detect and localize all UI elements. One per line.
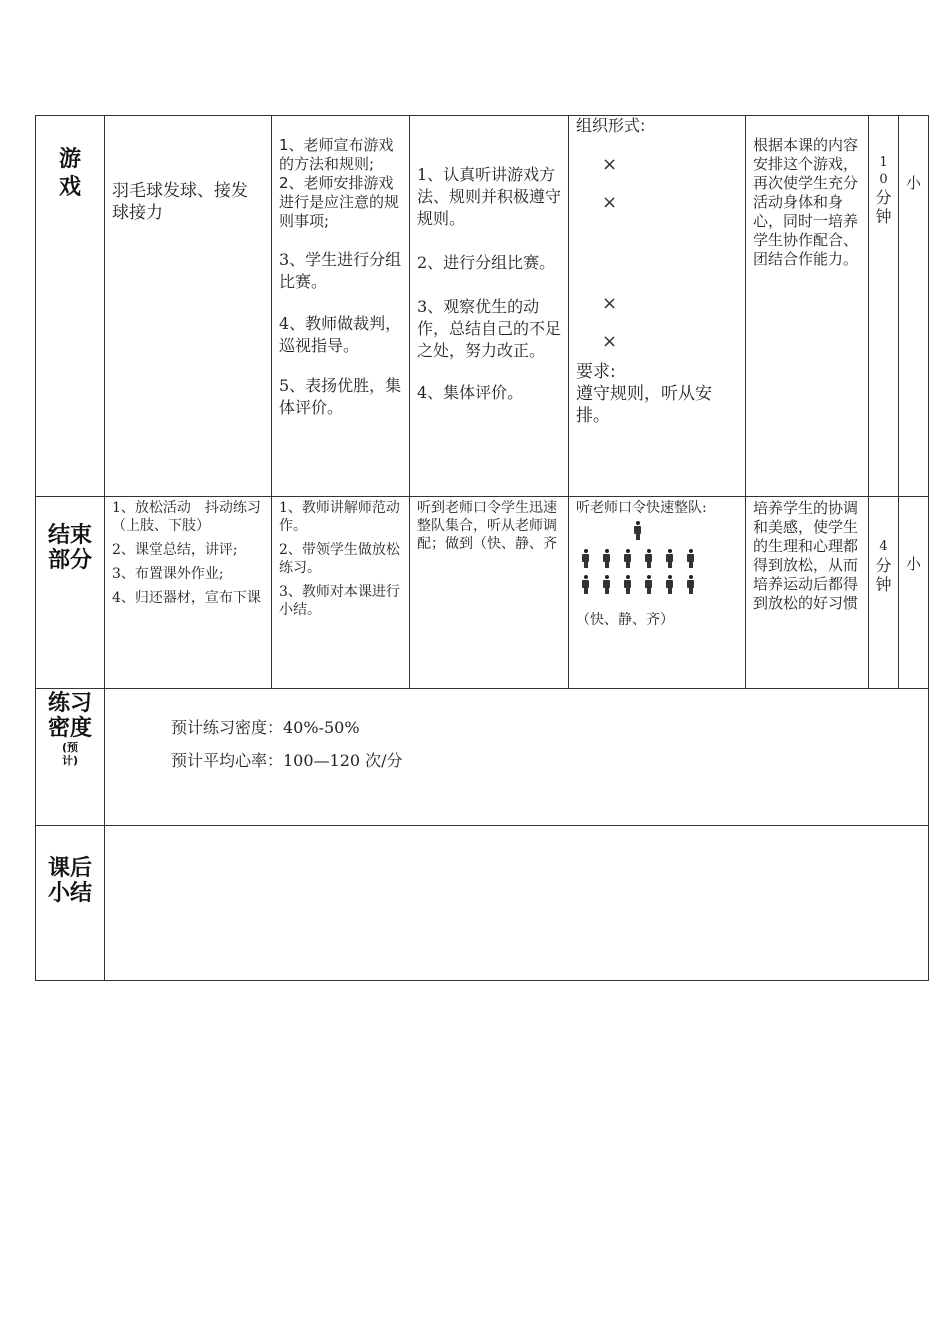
end-content-item: 2、课堂总结，讲评; bbox=[112, 542, 238, 558]
end-row bbox=[36, 497, 929, 689]
end-intensity: 小 bbox=[905, 555, 921, 573]
game-purpose: 根据本课的内容安排这个游戏，再次使学生充分活动身体和身心，同时一培养学生协作配合、团结合作能力。 bbox=[753, 136, 859, 268]
student-figure bbox=[687, 575, 694, 595]
student-figure bbox=[624, 575, 631, 595]
end-teacher-item: 2、带领学生做放松练习。 bbox=[279, 542, 400, 576]
summary-section-title: 小结 bbox=[47, 881, 92, 906]
game-content: 羽毛球发球、接发球接力 bbox=[112, 181, 248, 223]
density-line: 预计平均心率：100—120 次/分 bbox=[171, 751, 403, 770]
end-org-text: 听老师口令快速整队: bbox=[576, 500, 707, 516]
end-purpose-cell bbox=[746, 497, 869, 689]
student-figure bbox=[603, 549, 610, 569]
game-time-cell bbox=[869, 116, 899, 497]
game-org-cell bbox=[569, 116, 746, 497]
end-teacher-cell bbox=[272, 497, 410, 689]
summary-section-title: 课后 bbox=[47, 856, 92, 881]
game-req-text: 遵守规则，听从安排。 bbox=[576, 384, 712, 426]
student-figure bbox=[645, 549, 652, 569]
summary-content-cell bbox=[105, 826, 929, 981]
end-org-note: （快、静、齐） bbox=[576, 612, 674, 628]
cross-mark: × bbox=[602, 293, 618, 314]
density-section-title: 密度 bbox=[47, 716, 92, 741]
game-org-title: 组织形式: bbox=[576, 116, 646, 135]
end-student-text: 听到老师口令学生迅速整队集合，听从老师调配；做到（快、静、齐 bbox=[417, 500, 557, 552]
end-time-digit: 4 bbox=[879, 539, 888, 554]
game-student-cell bbox=[410, 116, 569, 497]
game-teacher-step: 5、表扬优胜，集体评价。 bbox=[279, 376, 402, 417]
end-time-cell bbox=[869, 497, 899, 689]
teacher-figure bbox=[634, 521, 641, 541]
end-intensity-cell bbox=[899, 497, 929, 689]
end-org-cell bbox=[569, 497, 746, 689]
formation-figure bbox=[576, 517, 738, 607]
end-student-cell bbox=[410, 497, 569, 689]
end-section-title: 结束 bbox=[47, 523, 92, 548]
student-figure bbox=[666, 575, 673, 595]
game-teacher-step: 1、老师宣布游戏的方法和规则; bbox=[279, 136, 394, 173]
end-purpose: 培养学生的协调和美感，使学生的生理和心理都得到放松，从而培养运动后都得到放松的好习惯 bbox=[753, 499, 859, 612]
game-row bbox=[36, 116, 929, 497]
end-content-item: 3、布置课外作业; bbox=[112, 566, 224, 582]
game-content-cell bbox=[105, 116, 272, 497]
game-student-step: 4、集体评价。 bbox=[417, 383, 524, 402]
game-section-title: 游戏 bbox=[58, 147, 81, 200]
game-time-unit: 分 bbox=[875, 188, 892, 207]
density-section-note: (预计) bbox=[61, 741, 79, 767]
density-section-cell bbox=[36, 689, 105, 826]
game-intensity-cell bbox=[899, 116, 929, 497]
end-content-cell bbox=[105, 497, 275, 689]
game-time-unit: 钟 bbox=[875, 207, 892, 226]
game-teacher-cell bbox=[272, 116, 410, 497]
end-content-item: 4、归还器材，宣布下课 bbox=[112, 590, 261, 606]
student-figure bbox=[645, 575, 652, 595]
end-teacher-item: 3、教师对本课进行小结。 bbox=[279, 584, 400, 618]
end-time-unit: 分 bbox=[875, 556, 892, 575]
student-figure bbox=[603, 575, 610, 595]
game-student-step: 3、观察优生的动作，总结自己的不足之处，努力改正。 bbox=[417, 297, 562, 360]
cross-mark: × bbox=[602, 192, 618, 213]
density-line: 预计练习密度：40%-50% bbox=[171, 718, 360, 737]
summary-row bbox=[36, 826, 929, 981]
end-section-title: 部分 bbox=[47, 548, 92, 573]
student-figure bbox=[582, 549, 589, 569]
end-content-item: 1、放松活动 抖动练习 （上肢、下肢） bbox=[112, 500, 275, 534]
end-teacher-item: 1、教师讲解师范动作。 bbox=[279, 500, 400, 534]
game-purpose-cell bbox=[746, 116, 869, 497]
end-section-cell bbox=[36, 497, 105, 689]
student-figure bbox=[687, 549, 694, 569]
game-student-step: 2、进行分组比赛。 bbox=[417, 253, 556, 272]
density-section-title: 练习 bbox=[47, 691, 92, 716]
end-time-unit: 钟 bbox=[875, 575, 892, 594]
game-teacher-step: 4、教师做裁判，巡视指导。 bbox=[279, 314, 402, 355]
game-teacher-step: 2、老师安排游戏进行是应注意的规则事项; bbox=[279, 174, 400, 230]
cross-mark: × bbox=[602, 154, 618, 175]
game-section-cell bbox=[36, 116, 105, 497]
summary-section-cell bbox=[36, 826, 105, 981]
game-time-digit: 0 bbox=[879, 172, 888, 187]
game-intensity: 小 bbox=[905, 174, 921, 192]
student-figure bbox=[624, 549, 631, 569]
student-figure bbox=[666, 549, 673, 569]
game-time-digit: 1 bbox=[879, 155, 888, 170]
cross-mark: × bbox=[602, 331, 618, 352]
lesson-plan-table bbox=[35, 115, 929, 981]
game-req-label: 要求: bbox=[576, 362, 616, 382]
density-row bbox=[36, 689, 929, 826]
game-teacher-step: 3、学生进行分组比赛。 bbox=[279, 250, 402, 291]
student-figure bbox=[582, 575, 589, 595]
density-content-cell bbox=[105, 689, 929, 826]
game-student-step: 1、认真听讲游戏方法、规则并积极遵守规则。 bbox=[417, 165, 562, 228]
